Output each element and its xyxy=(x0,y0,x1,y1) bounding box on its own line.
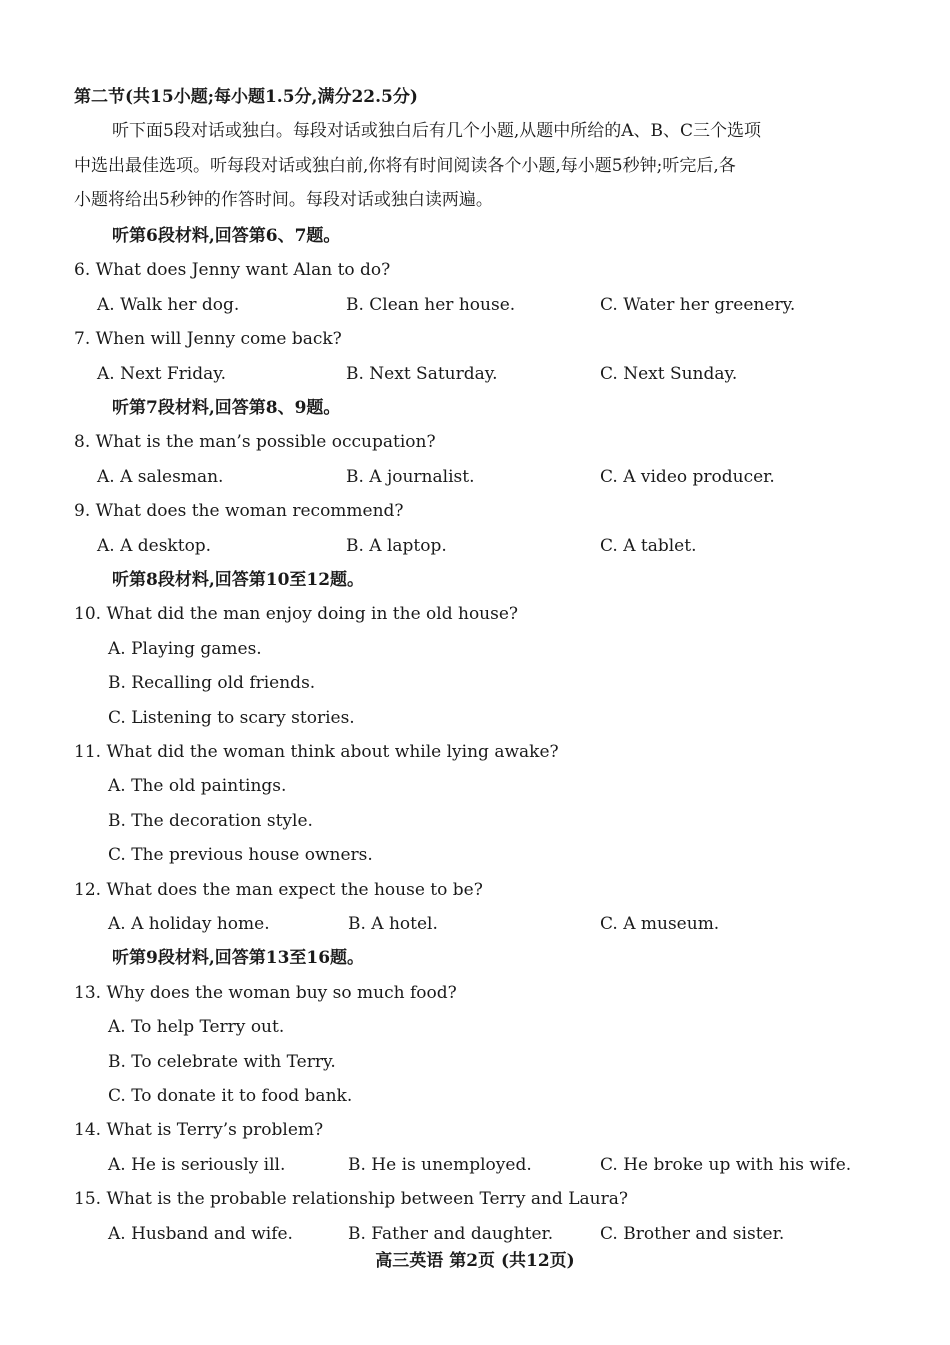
answer-option: A. Playing games. xyxy=(108,639,262,659)
answer-option: C. Listening to scary stories. xyxy=(108,708,355,728)
page-footer: 高三英语 第2页 (共12页) xyxy=(375,1251,575,1271)
section-title: 听第9段材料,回答第13至16题。 xyxy=(112,948,365,968)
answer-option: A. A salesman. xyxy=(97,467,224,487)
question-stem: 14. What is Terry’s problem? xyxy=(74,1120,324,1140)
answer-option: B. Recalling old friends. xyxy=(108,673,316,693)
question-stem: 6. What does Jenny want Alan to do? xyxy=(74,260,391,280)
answer-option: B. A hotel. xyxy=(348,914,438,934)
answer-option: C. A tablet. xyxy=(600,536,697,556)
answer-option: B. A laptop. xyxy=(346,536,447,556)
answer-option: B. A journalist. xyxy=(346,467,475,487)
answer-option: B. Clean her house. xyxy=(346,295,516,315)
section-header: 第二节(共15小题;每小题1.5分,满分22.5分) xyxy=(74,87,418,107)
answer-option: C. A museum. xyxy=(600,914,720,934)
answer-option: A. He is seriously ill. xyxy=(108,1155,286,1175)
answer-option: A. A holiday home. xyxy=(108,914,270,934)
section-title: 听第6段材料,回答第6、7题。 xyxy=(112,226,341,246)
question-stem: 13. Why does the woman buy so much food? xyxy=(74,983,457,1003)
answer-option: A. A desktop. xyxy=(97,536,212,556)
answer-option: A. To help Terry out. xyxy=(108,1017,285,1037)
answer-option: B. He is unemployed. xyxy=(348,1155,532,1175)
answer-option: A. Walk her dog. xyxy=(97,295,240,315)
answer-option: C. The previous house owners. xyxy=(108,845,373,865)
question-stem: 12. What does the man expect the house to be? xyxy=(74,880,483,900)
section-title: 听第7段材料,回答第8、9题。 xyxy=(112,398,341,418)
answer-option: C. Water her greenery. xyxy=(600,295,796,315)
question-stem: 9. What does the woman recommend? xyxy=(74,501,404,521)
answer-option: A. Next Friday. xyxy=(97,364,226,384)
question-stem: 8. What is the man’s possible occupation? xyxy=(74,432,436,452)
answer-option: B. The decoration style. xyxy=(108,811,313,831)
question-stem: 11. What did the woman think about while lying awake? xyxy=(74,742,559,762)
instructions-line-1: 听下面5段对话或独白。每段对话或独白后有几个小题,从题中所给的A、B、C三个选项 xyxy=(112,121,761,141)
question-stem: 7. When will Jenny come back? xyxy=(74,329,342,349)
answer-option: C. To donate it to food bank. xyxy=(108,1086,353,1106)
answer-option: B. Father and daughter. xyxy=(348,1224,554,1244)
section-title: 听第8段材料,回答第10至12题。 xyxy=(112,570,365,590)
answer-option: A. The old paintings. xyxy=(108,776,287,796)
question-stem: 10. What did the man enjoy doing in the old house? xyxy=(74,604,519,624)
answer-option: C. A video producer. xyxy=(600,467,775,487)
answer-option: C. He broke up with his wife. xyxy=(600,1155,852,1175)
answer-option: C. Brother and sister. xyxy=(600,1224,785,1244)
instructions-line-2: 中选出最佳选项。听每段对话或独白前,你将有时间阅读各个小题,每小题5秒钟;听完后,各 xyxy=(74,156,736,176)
answer-option: C. Next Sunday. xyxy=(600,364,738,384)
instructions-line-3: 小题将给出5秒钟的作答时间。每段对话或独白读两遍。 xyxy=(74,190,493,210)
answer-option: B. Next Saturday. xyxy=(346,364,498,384)
question-stem: 15. What is the probable relationship between Terry and Laura? xyxy=(74,1189,628,1209)
answer-option: A. Husband and wife. xyxy=(108,1224,293,1244)
answer-option: B. To celebrate with Terry. xyxy=(108,1052,336,1072)
